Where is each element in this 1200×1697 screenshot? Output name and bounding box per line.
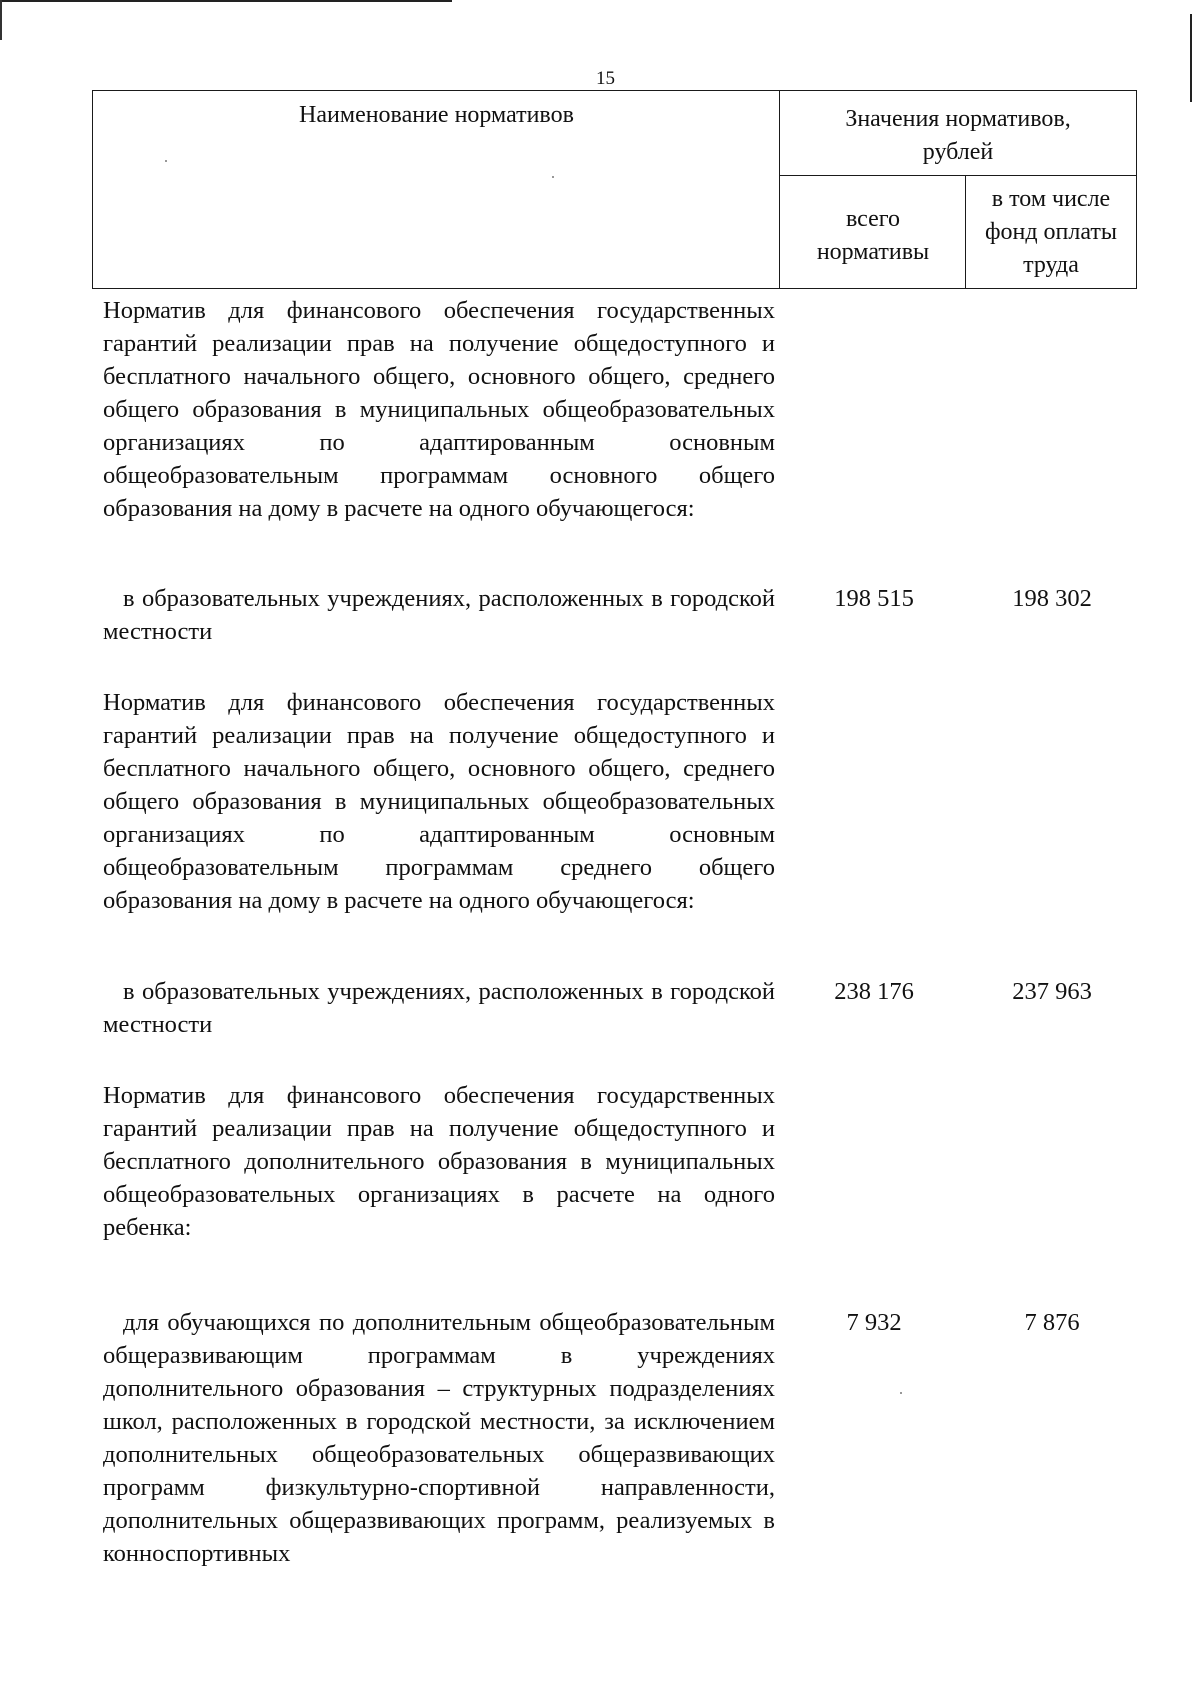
header-wage-label: в том числе фонд оплаты труда bbox=[984, 186, 1118, 278]
header-cell-total bbox=[779, 175, 966, 289]
value-wage: 198 302 bbox=[1012, 585, 1092, 612]
scan-edge-left bbox=[0, 0, 2, 40]
section-item: для обучающихся по дополнительным общеобразовательным общеразвивающим программам в учреждениях дополнительного образования – структурных подразделениях школ, расположенных в городской местности, за исключением дополнительных общеобразовательных общеразвивающих программ физкультурно-спортивной направленности, дополнительных общеразвивающих программ, реализуемых в конноспортивных bbox=[103, 1309, 775, 1567]
section-title: Норматив для финансового обеспечения государственных гарантий реализации прав на получение общедоступного и бесплатного начального общего, основного общего, среднего общего образования в муниципальных общеобразовательных организациях по адаптированным основным общеобразовательным программам среднего общего образования на дому в расчете на одного обучающегося: bbox=[103, 689, 775, 914]
value-total: 198 515 bbox=[834, 585, 914, 612]
section-item: в образовательных учреждениях, расположенных в городской местности bbox=[103, 585, 775, 645]
value-total: 7 932 bbox=[846, 1309, 902, 1336]
scan-speck bbox=[900, 1392, 902, 1394]
header-cell-wage bbox=[965, 175, 1137, 289]
header-cell-values bbox=[779, 90, 1137, 176]
section-item: в образовательных учреждениях, расположенных в городской местности bbox=[103, 978, 775, 1038]
scan-speck bbox=[165, 160, 167, 162]
section-title: Норматив для финансового обеспечения государственных гарантий реализации прав на получение общедоступного и бесплатного начального общего, основного общего, среднего общего образования в муниципальных общеобразовательных организациях по адаптированным основным общеобразовательным программам основного общего образования на дому в расчете на одного обучающегося: bbox=[103, 297, 775, 522]
header-cell-name bbox=[92, 90, 780, 289]
value-total: 238 176 bbox=[834, 978, 914, 1005]
value-wage: 237 963 bbox=[1012, 978, 1092, 1005]
header-total-label: всего нормативы bbox=[816, 206, 930, 265]
scan-edge-right bbox=[1190, 14, 1192, 102]
page-number: 15 bbox=[596, 68, 615, 89]
scan-speck bbox=[552, 176, 554, 178]
header-name-label: Наименование нормативов bbox=[299, 102, 574, 128]
scan-edge-top bbox=[0, 0, 452, 2]
header-values-label: Значения нормативов, рублей bbox=[845, 106, 1071, 165]
section-title: Норматив для финансового обеспечения государственных гарантий реализации прав на получение общедоступного и бесплатного дополнительного образования в муниципальных общеобразовательных организациях в расчете на одного ребенка: bbox=[103, 1082, 775, 1241]
value-wage: 7 876 bbox=[1024, 1309, 1080, 1336]
